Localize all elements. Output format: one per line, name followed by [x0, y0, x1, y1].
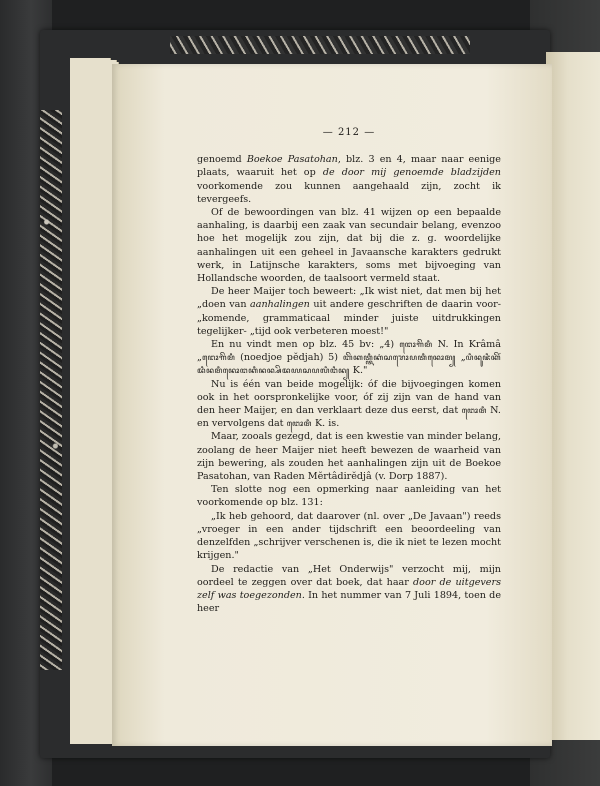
text-segment: Of de bewoordingen van blz. 41 wijzen op een bepaalde aanhaling, is daarbij een zaak van secundair belang, evenzoo hoe het mogelijk zou zijn, dat bij die z. g. woordelijke aanhalingen uit een geheel in Javaansche karakters gedrukt werk, in Latijnsche karakters, soms met bijvoeging van Hollandsche woorden, de taalsoort vermeld staat.: [197, 207, 501, 285]
paragraph-p6: [197, 430, 501, 483]
text-segment: En nu vindt men op blz. 45 bv: „4): [211, 339, 400, 351]
italic-text: de door mij genoemde bladzijden: [322, 167, 501, 179]
text-segment: N. en vervolgens dat: [197, 405, 501, 430]
text-segment: „: [455, 352, 466, 364]
text-segment: In het nummer van 7 Juli 1894, toen de heer: [197, 589, 501, 615]
italic-text: aanhalingen: [250, 299, 310, 311]
paragraph-p7: [197, 483, 501, 509]
page-text: [197, 126, 501, 615]
javanese-script: ꦔꦺꦴꦩꦶ: [286, 419, 312, 429]
marbled-endpaper-top: [170, 36, 470, 54]
paragraph-p3: [197, 285, 501, 338]
text-segment: Maar, zooals gezegd, dat is een kwestie van minder belang, zoolang de heer Maijer niet heeft bewezen de waarheid van zijn bewering, als zouden het aanhalingen zijn uit de Boekoe Pasatohan, van Raden Mĕrtâdirĕdjâ (v. Dorp 1887).: [197, 431, 502, 483]
text-segment: K.": [349, 365, 368, 377]
paragraph-p5: [197, 378, 501, 431]
text-segment: voorkomende zou kunnen aangehaald zijn, zocht ik tevergeefs.: [197, 180, 501, 205]
text-segment: „Ik heb gehoord, dat daarover (nl. over „De Javaan") reeds „vroeger in een ander tijdschrift een beoordeeling van denzelfden „schrijver verschenen is, die ik niet te lezen mocht krijgen.": [197, 510, 501, 562]
italic-text: door de uitgevers zelf was toegezonden.: [197, 576, 501, 601]
facing-page-edge: [546, 52, 600, 740]
paragraph-p2: [197, 206, 501, 285]
text-segment: uit andere geschriften de daarin voor- „komende, grammaticaal minder juiste uitdrukkingen tegelijker- „tijd ook verbeteren moest!": [197, 299, 502, 337]
text-segment: , blz. 3 en 4, maar naar eenige plaats, waaruit het op: [197, 154, 501, 179]
page-number: — 212 —: [322, 127, 376, 138]
text-segment: genoemd: [197, 154, 247, 166]
text-segment: De redactie van „Het Onderwijs" verzocht mij, mijn oordeel te zeggen over dat boek, dat haar: [197, 563, 501, 588]
javanese-script: ꦔꦺꦴꦒꦼꦩꦶ: [399, 340, 433, 350]
javanese-script: ꦥꦶꦤꦸꦗꦶꦏꦼꦂꦢꦶꦤꦩꦶꦤꦺꦴꦔꦏꦶꦤꦤ꧀ꦱꦼꦢꦪꦱꦥꦭꦶꦔꦶꦤ꧀: [197, 353, 501, 376]
text-segment: Ten slotte nog een opmerking naar aanleiding van het voorkomende op blz. 131:: [197, 484, 501, 509]
text-segment: N. In Krâmâ „: [197, 339, 501, 364]
paragraph-p8: [197, 510, 501, 563]
text-segment: De heer Maijer toch beweert: „Ik wist niet, dat men bij het „doen van: [197, 286, 501, 311]
text-segment: K. is.: [311, 418, 340, 430]
javanese-script: ꦧꦼꦏꦠ꧀ꦠꦶꦏꦁꦱꦫꦺꦴꦥꦠꦶꦤꦺꦴꦩ꧀: [342, 353, 456, 363]
javanese-script: ꦔꦺꦴꦩꦶ: [461, 406, 487, 416]
paragraph-container: [197, 153, 501, 615]
paragraph-p9: [197, 563, 501, 616]
paragraph-p1: [197, 153, 501, 206]
marbled-endpaper-left: [40, 110, 62, 670]
text-segment: (noedjoe pĕdjah) 5): [235, 352, 343, 364]
paragraph-p4: [197, 338, 501, 378]
javanese-script: ꦔꦺꦴꦒꦼꦩꦶ: [201, 353, 236, 363]
text-segment: Nu is één van beide mogelijk: óf die bijvoegingen komen ook in het oorspronkelijke voor, óf zij zijn van de hand van den heer Maijer, en dan verklaart deze dus eerst, dat: [197, 378, 501, 417]
italic-text: Boekoe Pasatohan: [246, 154, 338, 166]
